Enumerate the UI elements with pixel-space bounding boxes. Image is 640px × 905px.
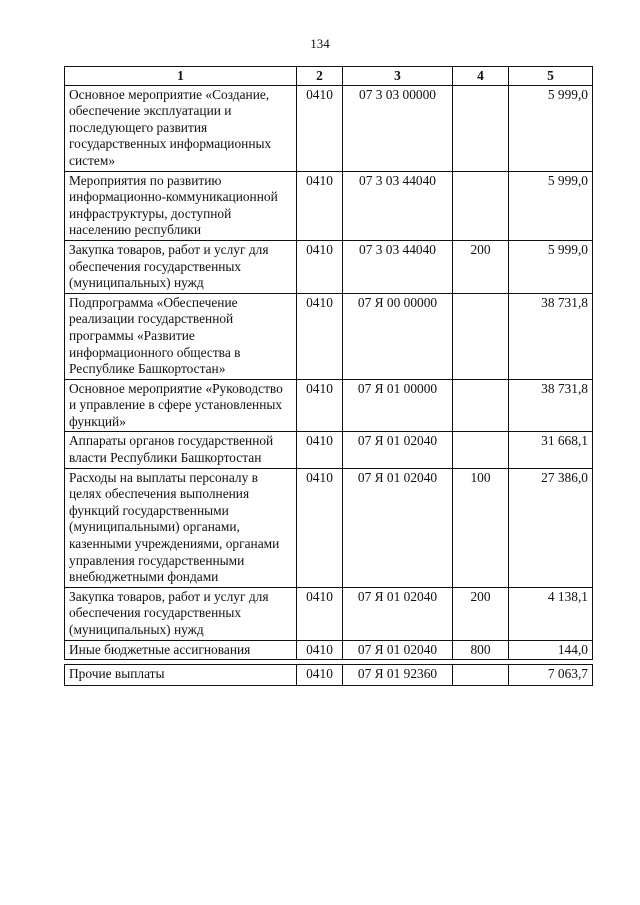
row-expense-type: 800: [453, 640, 509, 660]
row-section-code: 0410: [297, 171, 343, 240]
row-sum: 5 999,0: [509, 85, 593, 171]
row-expense-type: [453, 379, 509, 432]
table-row: [65, 240, 593, 293]
row-sum: 4 138,1: [509, 587, 593, 640]
row-name: Закупка товаров, работ и услуг для обеспечения государственных (муниципальных) нужд: [65, 240, 297, 293]
row-target-code: 07 3 03 44040: [343, 171, 453, 240]
row-section-code: 0410: [297, 293, 343, 379]
row-target-code: 07 Я 00 00000: [343, 293, 453, 379]
table-row: [65, 171, 593, 240]
header-row: [65, 67, 593, 86]
table-row: [65, 587, 593, 640]
row-target-code: 07 Я 01 00000: [343, 379, 453, 432]
row-target-code: 07 Я 01 02040: [343, 432, 453, 468]
row-sum: 31 668,1: [509, 432, 593, 468]
row-target-code: 07 Я 01 92360: [343, 665, 453, 686]
row-name: Мероприятия по развитию информационно-коммуникационной инфраструктуры, доступной населению республики: [65, 171, 297, 240]
row-name: Основное мероприятие «Руководство и управление в сфере установленных функций»: [65, 379, 297, 432]
header-col-5: 5: [509, 67, 593, 86]
header-col-4: 4: [453, 67, 509, 86]
page-number: 134: [310, 36, 330, 51]
row-expense-type: [453, 432, 509, 468]
table-row: [65, 85, 593, 171]
row-section-code: 0410: [297, 432, 343, 468]
header-col-3: 3: [343, 67, 453, 86]
table-row: [65, 432, 593, 468]
row-section-code: 0410: [297, 240, 343, 293]
row-target-code: 07 Я 01 02040: [343, 587, 453, 640]
row-name: Закупка товаров, работ и услуг для обеспечения государственных (муниципальных) нужд: [65, 587, 297, 640]
row-section-code: 0410: [297, 468, 343, 587]
header-col-1: 1: [65, 67, 297, 86]
row-name: Прочие выплаты: [65, 665, 297, 686]
table-header: [65, 67, 593, 86]
row-name: Расходы на выплаты персоналу в целях обеспечения выполнения функций государственными (муниципальными) органами, казенными учреждениями, органами управления государственными внебюджетными фондами: [65, 468, 297, 587]
row-section-code: 0410: [297, 379, 343, 432]
row-sum: 5 999,0: [509, 240, 593, 293]
row-name: Подпрограмма «Обеспечение реализации государственной программы «Развитие информационного общества в Республике Башкортостан»: [65, 293, 297, 379]
row-target-code: 07 Я 01 02040: [343, 468, 453, 587]
table-body: [65, 85, 593, 685]
header-col-2: 2: [297, 67, 343, 86]
row-target-code: 07 Я 01 02040: [343, 640, 453, 660]
row-sum: 38 731,8: [509, 293, 593, 379]
table-row: [65, 640, 593, 660]
row-section-code: 0410: [297, 640, 343, 660]
budget-table: [64, 66, 593, 686]
row-name: Основное мероприятие «Создание, обеспечение эксплуатации и последующего развития государственных информационных систем»: [65, 85, 297, 171]
row-section-code: 0410: [297, 85, 343, 171]
row-expense-type: [453, 85, 509, 171]
row-sum: 38 731,8: [509, 379, 593, 432]
row-name: Аппараты органов государственной власти Республики Башкортостан: [65, 432, 297, 468]
table-row: [65, 665, 593, 686]
row-expense-type: 200: [453, 240, 509, 293]
row-section-code: 0410: [297, 665, 343, 686]
row-expense-type: [453, 293, 509, 379]
row-target-code: 07 3 03 44040: [343, 240, 453, 293]
row-sum: 5 999,0: [509, 171, 593, 240]
row-expense-type: [453, 171, 509, 240]
row-section-code: 0410: [297, 587, 343, 640]
table-row: [65, 293, 593, 379]
row-expense-type: 200: [453, 587, 509, 640]
row-target-code: 07 3 03 00000: [343, 85, 453, 171]
row-name: Иные бюджетные ассигнования: [65, 640, 297, 660]
row-sum: 27 386,0: [509, 468, 593, 587]
row-sum: 7 063,7: [509, 665, 593, 686]
row-sum: 144,0: [509, 640, 593, 660]
row-expense-type: [453, 665, 509, 686]
row-expense-type: 100: [453, 468, 509, 587]
table-row: [65, 468, 593, 587]
table-row: [65, 379, 593, 432]
